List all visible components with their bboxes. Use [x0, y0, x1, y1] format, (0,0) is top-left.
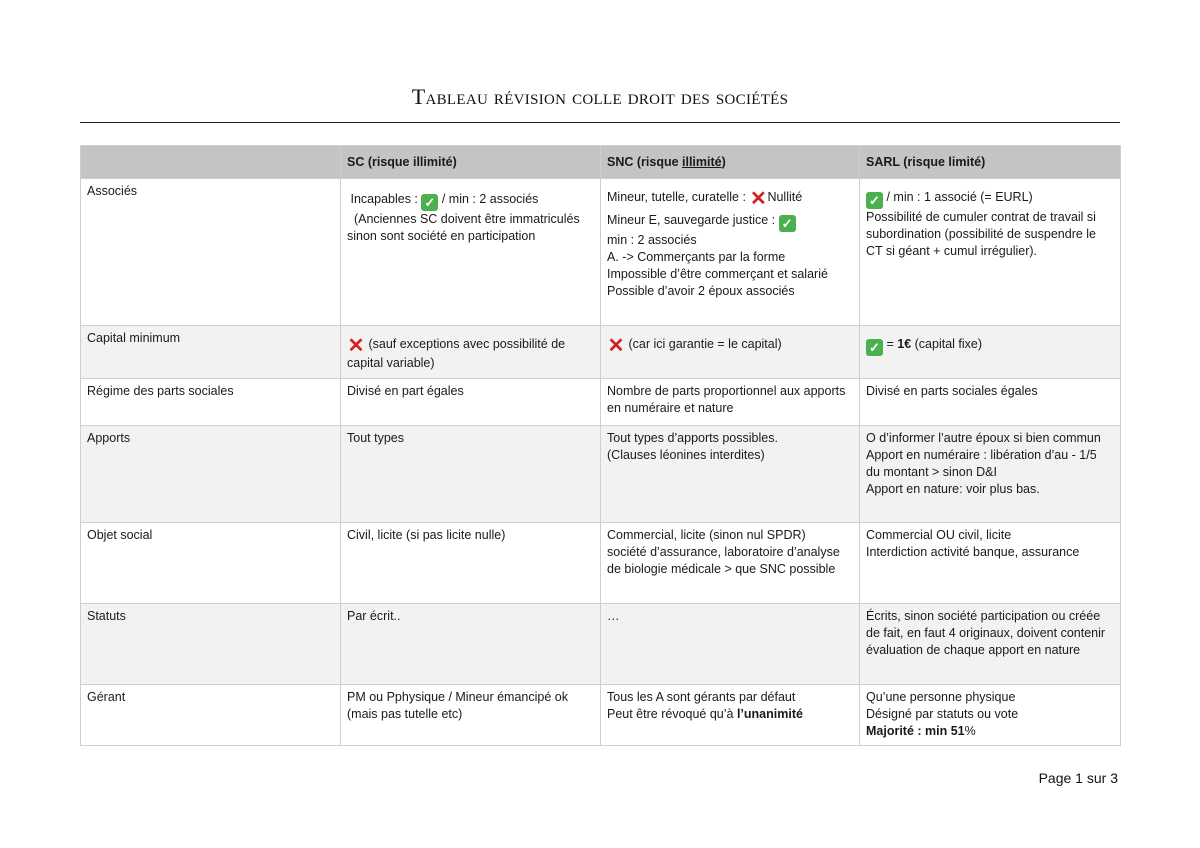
cross-mark-icon: ✕ — [347, 335, 365, 357]
check-mark-icon: ✓ — [866, 192, 883, 209]
check-mark-icon: ✓ — [421, 194, 438, 211]
header-snc — [601, 146, 860, 179]
cell-snc: Nombre de parts proportionnel aux apports en numéraire et nature — [601, 379, 860, 426]
header-snc-part3: ) — [721, 154, 726, 169]
cell-sc — [341, 326, 601, 379]
cell-text: Tout types d’apports possibles. — [607, 431, 778, 445]
header-snc-underlined: illimité — [682, 154, 722, 169]
cell-text: (sauf exceptions avec possibilité de capital variable) — [347, 337, 566, 370]
cell-text: Commercial OU civil, licite — [866, 528, 1012, 542]
cell-text: / min : 2 associés — [438, 192, 539, 206]
cell-text: / min : 1 associé (= EURL) — [883, 190, 1033, 204]
cell-text: Possibilité de cumuler contrat de travail si subordination (possibilité de suspendre le CT si géant + cumul irrégulier). — [866, 210, 1097, 258]
page-total: 3 — [1110, 770, 1118, 786]
revision-table — [80, 145, 1121, 746]
cell-text: A. -> Commerçants par la forme — [607, 250, 786, 264]
table-row — [81, 379, 1121, 426]
cell-text: Désigné par statuts ou vote — [866, 707, 1019, 721]
row-label: Objet social — [81, 523, 341, 604]
page-word: Page — [1038, 770, 1072, 786]
cell-snc — [601, 685, 860, 746]
header-snc-part1: SNC (risque — [607, 154, 683, 169]
row-label: Apports — [81, 426, 341, 523]
check-mark-icon: ✓ — [779, 215, 796, 232]
cell-sarl — [860, 179, 1121, 326]
cell-text: 1€ — [897, 337, 912, 351]
row-label: Associés — [81, 179, 341, 326]
table-row — [81, 685, 1121, 746]
check-mark-icon: ✓ — [866, 339, 883, 356]
cell-text: = — [883, 337, 898, 351]
cell-text: % — [964, 724, 976, 738]
page-of-word: sur — [1086, 770, 1107, 786]
table-row — [81, 523, 1121, 604]
cell-snc — [601, 523, 860, 604]
cell-text: Apport en nature: voir plus bas. — [866, 482, 1040, 496]
row-label: Gérant — [81, 685, 341, 746]
cell-text: (car ici garantie = le capital) — [625, 337, 782, 351]
row-label: Statuts — [81, 604, 341, 685]
cell-sarl: Divisé en parts sociales égales — [860, 379, 1121, 426]
cell-text: O d’informer l’autre époux si bien commun — [866, 431, 1101, 445]
document-title: Tableau révision colle droit des sociétés — [411, 84, 789, 109]
cell-text: Possible d’avoir 2 époux associés — [607, 284, 795, 298]
cell-sarl: Écrits, sinon société participation ou créée de fait, en faut 4 originaux, doivent contenir évaluation de chaque apport en nature — [860, 604, 1121, 685]
cell-text: l’unanimité — [736, 707, 803, 721]
header-sc: SC (risque illimité) — [341, 146, 601, 179]
cell-sc: Tout types — [341, 426, 601, 523]
row-label: Capital minimum — [81, 326, 341, 379]
cell-snc — [601, 326, 860, 379]
cell-text: Mineur, tutelle, curatelle : — [607, 190, 750, 204]
cell-text: Qu’une personne physique — [866, 690, 1016, 704]
cell-text: Commercial, licite (sinon nul SPDR) — [607, 528, 806, 542]
cell-text: Nullité — [767, 190, 803, 204]
cell-sc: PM ou Pphysique / Mineur émancipé ok (mais pas tutelle etc) — [341, 685, 601, 746]
cell-text: Peut être révoqué qu’à — [607, 707, 737, 721]
cell-sc: Divisé en part égales — [341, 379, 601, 426]
cell-sarl — [860, 426, 1121, 523]
header-sarl: SARL (risque limité) — [860, 146, 1121, 179]
cell-snc — [601, 426, 860, 523]
cell-snc — [601, 179, 860, 326]
cell-sc: Par écrit.. — [341, 604, 601, 685]
row-label: Régime des parts sociales — [81, 379, 341, 426]
cell-text: Impossible d’être commerçant et salarié — [607, 267, 828, 281]
cell-sarl — [860, 523, 1121, 604]
cell-text: Majorité : min 51 — [866, 724, 965, 738]
cell-text: Apport en numéraire : libération d’au - 1/5 du montant > sinon D&I — [866, 448, 1097, 479]
cell-sarl — [860, 685, 1121, 746]
cell-text: Tous les A sont gérants par défaut — [607, 690, 796, 704]
cell-text: société d’assurance, laboratoire d’analyse de biologie médicale > que SNC possible — [607, 545, 840, 576]
table-row — [81, 426, 1121, 523]
cross-mark-icon: ✕ — [750, 188, 767, 210]
cell-text: (capital fixe) — [911, 337, 983, 351]
cell-sc: Civil, licite (si pas licite nulle) — [341, 523, 601, 604]
cell-sc — [341, 179, 601, 326]
cell-text: Interdiction activité banque, assurance — [866, 545, 1080, 559]
header-empty — [81, 146, 341, 179]
cell-text: Incapables : — [350, 192, 422, 206]
table-row — [81, 604, 1121, 685]
title-rule — [80, 122, 1120, 123]
cell-snc: … — [601, 604, 860, 685]
cell-sarl — [860, 326, 1121, 379]
table-row — [81, 179, 1121, 326]
table-row — [81, 326, 1121, 379]
cell-text: Mineur E, sauvegarde justice : — [607, 213, 779, 227]
cell-text: (Anciennes SC doivent être immatriculés sinon sont société en participation — [347, 212, 580, 243]
cell-text: min : 2 associés — [607, 233, 697, 247]
cell-text: (Clauses léonines interdites) — [607, 448, 765, 462]
page-indicator — [1039, 770, 1118, 786]
header-row — [81, 146, 1121, 179]
page-number: 1 — [1075, 770, 1083, 786]
cross-mark-icon: ✕ — [607, 335, 625, 357]
